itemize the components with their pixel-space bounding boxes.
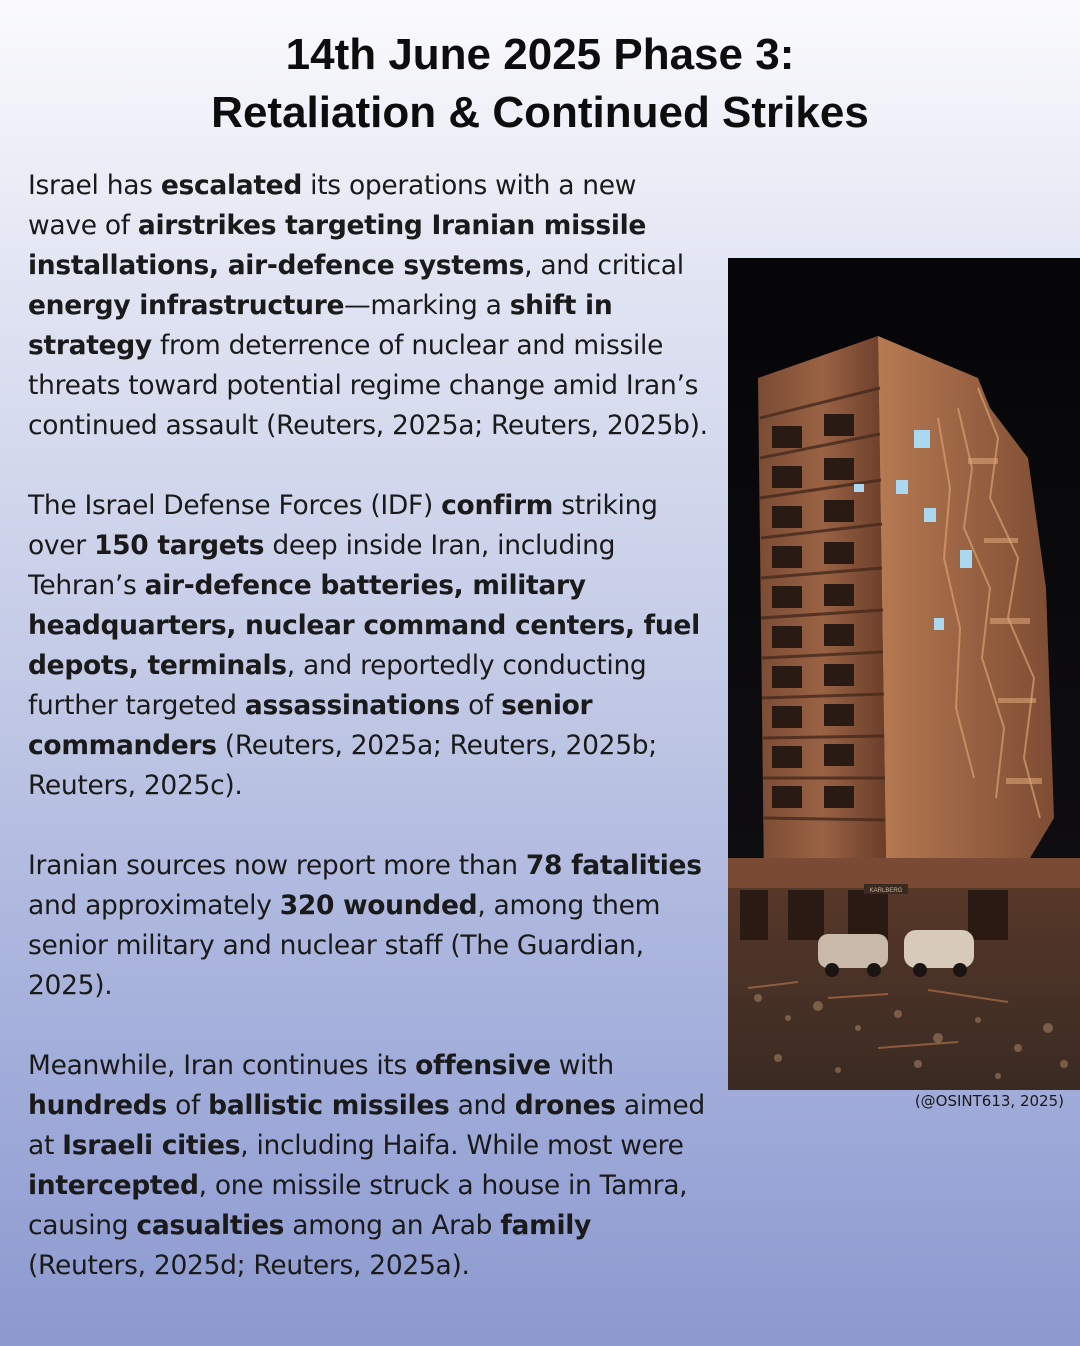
emphasis-text: drones	[514, 1090, 616, 1121]
emphasis-text: offensive	[415, 1050, 551, 1081]
body-text: of	[459, 690, 502, 721]
body-text: (Reuters, 2025a; Reuters, 2025b; Reuters, 2025c).	[28, 730, 657, 801]
body-text: Iranian sources now report more than	[28, 850, 526, 881]
body-text: Meanwhile, Iran continues its	[28, 1050, 416, 1081]
emphasis-text: family	[500, 1210, 591, 1241]
photo-caption: (@OSINT613, 2025)	[914, 1092, 1064, 1110]
body-text: (Reuters, 2025d; Reuters, 2025a).	[28, 1250, 470, 1281]
emphasis-text: 78 fatalities	[525, 850, 702, 881]
emphasis-text: senior commanders	[28, 690, 593, 761]
body-text: deep inside Iran, including Tehran’s	[28, 530, 616, 601]
emphasis-text: assassinations	[244, 690, 460, 721]
body-text: Israel has	[28, 170, 161, 201]
emphasis-text: shift in strategy	[28, 290, 613, 361]
emphasis-text: confirm	[441, 490, 554, 521]
body-text: , and reportedly conducting further targeted	[28, 650, 647, 721]
title-line-1: 14th June 2025 Phase 3:	[285, 30, 795, 79]
article-body	[28, 166, 708, 1326]
body-text: and	[449, 1090, 515, 1121]
emphasis-text: energy infrastructure	[28, 290, 345, 321]
body-text: The Israel Defense Forces (IDF)	[28, 490, 442, 521]
body-text: , one missile struck a house in Tamra, causing	[28, 1170, 688, 1241]
page-title	[0, 26, 1080, 142]
emphasis-text: escalated	[160, 170, 303, 201]
body-text: , including Haifa. While most were	[240, 1130, 684, 1161]
emphasis-text: Israeli cities	[62, 1130, 241, 1161]
paragraph-1	[28, 166, 708, 446]
paragraph-3	[28, 846, 708, 1006]
body-text: among an Arab	[284, 1210, 501, 1241]
paragraph-4	[28, 1046, 708, 1286]
body-text: , and critical	[524, 250, 684, 281]
body-text: from deterrence of nuclear and missile threats toward potential regime change amid Iran’s continued assault (Reuters, 2025a; Reuters, 2025b).	[28, 330, 708, 441]
paragraph-2	[28, 486, 708, 806]
body-text: of	[166, 1090, 209, 1121]
emphasis-text: airstrikes targeting Iranian missile installations, air-defence systems	[28, 210, 647, 281]
title-line-2: Retaliation & Continued Strikes	[211, 88, 869, 137]
building-illustration	[728, 258, 1080, 1090]
body-text: aimed at	[28, 1090, 705, 1161]
emphasis-text: ballistic missiles	[208, 1090, 450, 1121]
emphasis-text: 320 wounded	[279, 890, 478, 921]
damaged-building-photo	[728, 258, 1080, 1090]
shop-sign-text: KARLBERG	[869, 888, 903, 894]
body-text: its operations with a new wave of	[28, 170, 637, 241]
body-text: with	[550, 1050, 614, 1081]
body-text: , among them senior military and nuclear staff (The Guardian, 2025).	[28, 890, 661, 1001]
body-text: striking over	[28, 490, 658, 561]
emphasis-text: intercepted	[28, 1170, 199, 1201]
emphasis-text: air-defence batteries, military headquarters, nuclear command centers, fuel depots, terminals	[28, 570, 700, 681]
emphasis-text: casualties	[136, 1210, 285, 1241]
body-text: and approximately	[28, 890, 280, 921]
body-text: —marking a	[344, 290, 510, 321]
emphasis-text: 150 targets	[94, 530, 265, 561]
emphasis-text: hundreds	[28, 1090, 167, 1121]
